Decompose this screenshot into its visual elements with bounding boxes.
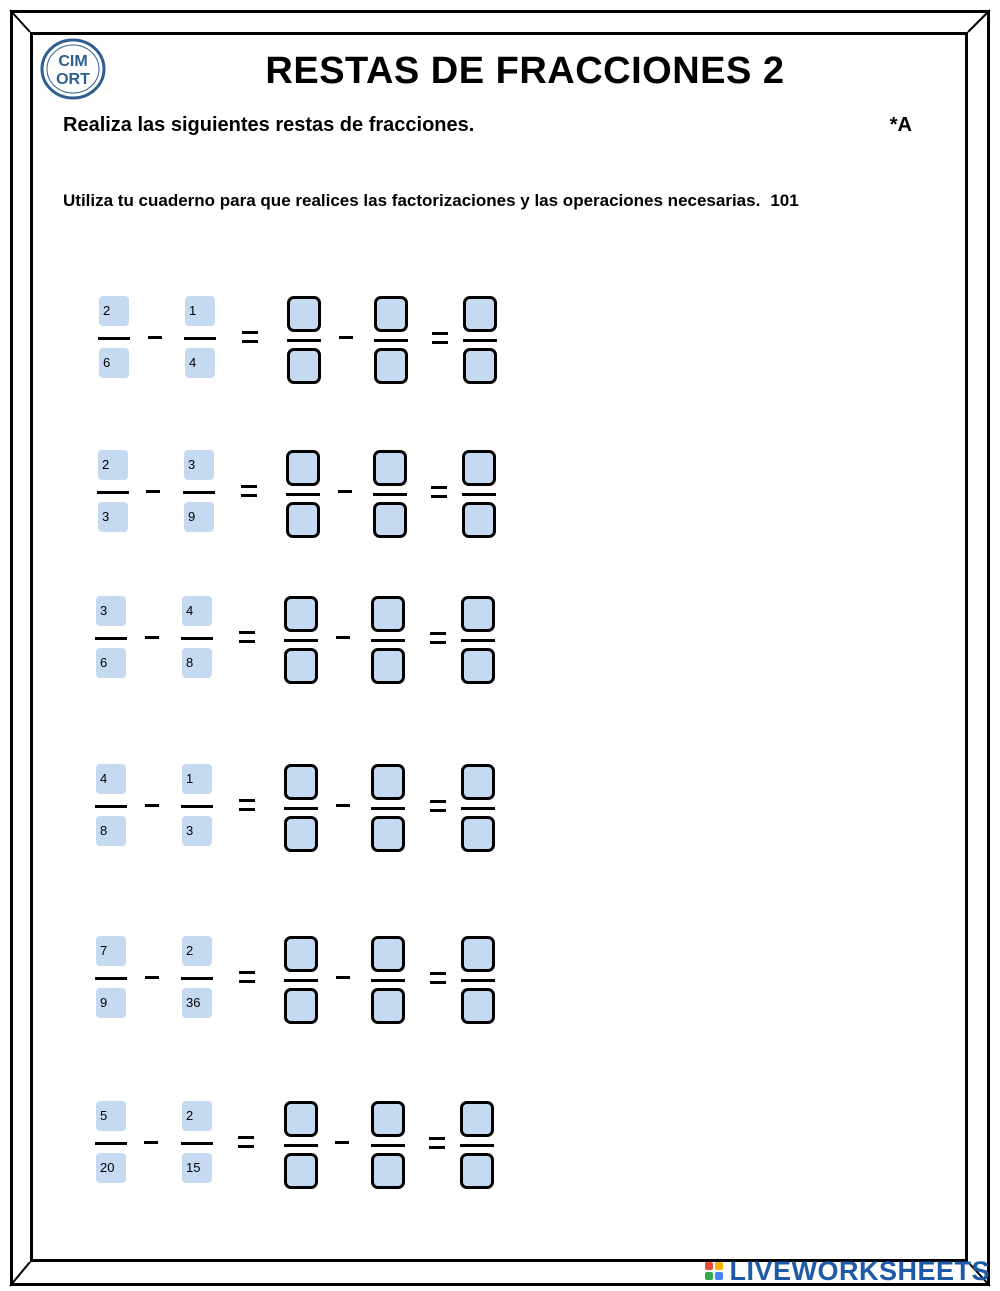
fraction-bar [98,337,130,340]
answer-denominator-input[interactable] [287,348,321,384]
equals-sign [239,799,255,811]
minus-sign [146,490,160,493]
fraction-bar [95,977,127,980]
fraction-bar [374,339,408,342]
fraction-bar [461,639,495,642]
minus-sign [338,490,352,493]
fraction-bar [95,1142,127,1145]
answer-denominator-input[interactable] [284,816,318,852]
answer-fraction-2 [371,1101,405,1191]
equals-sign [430,632,446,644]
equals-sign [238,1136,254,1148]
fraction-a [97,450,129,538]
fraction-b-numerator: 1 [185,296,215,326]
answer-fraction-2 [371,764,405,854]
fraction-bar [181,1142,213,1145]
problem-row-3 [0,596,1000,691]
fraction-bar [95,637,127,640]
answer-fraction-1 [284,596,318,686]
equals-sign [239,631,255,643]
instruction-text: Realiza las siguientes restas de fracciones. [63,114,475,136]
minus-sign [339,336,353,339]
answer-numerator-input[interactable] [286,450,320,486]
fraction-b-denominator: 4 [185,348,215,378]
fraction-b [181,1101,213,1189]
answer-numerator-input[interactable] [373,450,407,486]
equals-sign [430,972,446,984]
fraction-bar [460,1144,494,1147]
result-numerator-input[interactable] [461,596,495,632]
fraction-bar [371,979,405,982]
fraction-b [184,296,216,384]
liveworksheets-logo-icon [705,1262,723,1280]
answer-fraction-result [461,764,495,854]
answer-fraction-1 [284,936,318,1026]
minus-sign [335,1141,349,1144]
minus-sign [144,1141,158,1144]
answer-numerator-input[interactable] [284,936,318,972]
fraction-bar [286,493,320,496]
fraction-b-denominator: 3 [182,816,212,846]
fraction-b-denominator: 36 [182,988,212,1018]
answer-numerator-input[interactable] [284,596,318,632]
equals-sign [242,331,258,343]
answer-numerator-input[interactable] [371,1101,405,1137]
problem-row-2 [0,450,1000,545]
page-title: RESTAS DE FRACCIONES 2 [265,50,785,92]
equals-sign [239,971,255,983]
answer-fraction-1 [284,1101,318,1191]
fraction-bar [181,637,213,640]
answer-fraction-result [460,1101,494,1191]
equals-sign [429,1137,445,1149]
fraction-a [95,764,127,852]
logo-text-bottom: ORT [56,71,90,88]
answer-fraction-1 [284,764,318,854]
minus-sign [145,804,159,807]
fraction-b-numerator: 2 [182,1101,212,1131]
fraction-b [181,936,213,1024]
fraction-a-numerator: 7 [96,936,126,966]
answer-denominator-input[interactable] [286,502,320,538]
note-body: Utiliza tu cuaderno para que realices las factorizaciones y las operaciones necesarias. [63,191,761,210]
fraction-a [95,596,127,684]
fraction-b [183,450,215,538]
answer-fraction-2 [373,450,407,540]
note-number: 101 [770,191,799,210]
fraction-bar [287,339,321,342]
answer-numerator-input[interactable] [374,296,408,332]
minus-sign [336,804,350,807]
fraction-bar [284,979,318,982]
equals-sign [432,332,448,344]
answer-denominator-input[interactable] [284,988,318,1024]
answer-denominator-input[interactable] [371,648,405,684]
brand-text: LIVEWORKSHEETS [729,1255,990,1286]
fraction-b-numerator: 3 [184,450,214,480]
answer-fraction-result [463,296,497,386]
equals-sign [430,800,446,812]
result-denominator-input[interactable] [462,502,496,538]
fraction-b [181,596,213,684]
problem-row-4 [0,764,1000,859]
answer-numerator-input[interactable] [371,596,405,632]
problem-row-6 [0,1101,1000,1196]
answer-fraction-2 [374,296,408,386]
answer-denominator-input[interactable] [371,816,405,852]
result-numerator-input[interactable] [460,1101,494,1137]
fraction-a [98,296,130,384]
fraction-bar [284,1144,318,1147]
answer-fraction-1 [287,296,321,386]
fraction-a-denominator: 8 [96,816,126,846]
fraction-bar [284,807,318,810]
answer-numerator-input[interactable] [371,936,405,972]
note-text [63,191,799,211]
fraction-a-denominator: 3 [98,502,128,532]
fraction-bar [95,805,127,808]
fraction-a [95,936,127,1024]
fraction-b-denominator: 9 [184,502,214,532]
answer-denominator-input[interactable] [371,1153,405,1189]
result-denominator-input[interactable] [461,648,495,684]
problem-row-1 [0,296,1000,391]
fraction-b [181,764,213,852]
answer-denominator-input[interactable] [284,648,318,684]
fraction-bar [97,491,129,494]
answer-numerator-input[interactable] [284,764,318,800]
fraction-a-denominator: 20 [96,1153,126,1183]
minus-sign [336,976,350,979]
equals-sign [241,485,257,497]
fraction-bar [181,805,213,808]
problem-row-5 [0,936,1000,1031]
result-numerator-input[interactable] [461,936,495,972]
answer-denominator-input[interactable] [284,1153,318,1189]
answer-fraction-result [462,450,496,540]
answer-fraction-2 [371,936,405,1026]
minus-sign [145,976,159,979]
minus-sign [336,636,350,639]
fraction-b-numerator: 2 [182,936,212,966]
fraction-b-numerator: 1 [182,764,212,794]
fraction-bar [181,977,213,980]
fraction-a-numerator: 2 [98,450,128,480]
fraction-bar [371,807,405,810]
result-denominator-input[interactable] [463,348,497,384]
fraction-b-denominator: 8 [182,648,212,678]
worksheet-tag: *A [889,114,912,136]
fraction-a-numerator: 4 [96,764,126,794]
logo-text-top: CIM [58,53,88,70]
fraction-bar [461,979,495,982]
equals-sign [431,486,447,498]
fraction-a-numerator: 3 [96,596,126,626]
fraction-a-denominator: 6 [99,348,129,378]
liveworksheets-brand[interactable] [705,1257,990,1285]
fraction-bar [284,639,318,642]
result-numerator-input[interactable] [461,764,495,800]
fraction-bar [184,337,216,340]
answer-numerator-input[interactable] [287,296,321,332]
result-denominator-input[interactable] [461,988,495,1024]
result-numerator-input[interactable] [463,296,497,332]
fraction-a-numerator: 2 [99,296,129,326]
fraction-bar [373,493,407,496]
answer-denominator-input[interactable] [374,348,408,384]
minus-sign [145,636,159,639]
answer-denominator-input[interactable] [373,502,407,538]
result-denominator-input[interactable] [460,1153,494,1189]
answer-fraction-result [461,936,495,1026]
fraction-a-numerator: 5 [96,1101,126,1131]
answer-numerator-input[interactable] [284,1101,318,1137]
fraction-a [95,1101,127,1189]
result-numerator-input[interactable] [462,450,496,486]
answer-fraction-1 [286,450,320,540]
fraction-bar [461,807,495,810]
fraction-bar [371,639,405,642]
fraction-a-denominator: 9 [96,988,126,1018]
fraction-bar [183,491,215,494]
result-denominator-input[interactable] [461,816,495,852]
fraction-a-denominator: 6 [96,648,126,678]
answer-fraction-2 [371,596,405,686]
minus-sign [148,336,162,339]
answer-fraction-result [461,596,495,686]
fraction-bar [371,1144,405,1147]
fraction-b-numerator: 4 [182,596,212,626]
school-logo [40,38,106,100]
fraction-bar [462,493,496,496]
fraction-b-denominator: 15 [182,1153,212,1183]
answer-numerator-input[interactable] [371,764,405,800]
fraction-bar [463,339,497,342]
answer-denominator-input[interactable] [371,988,405,1024]
